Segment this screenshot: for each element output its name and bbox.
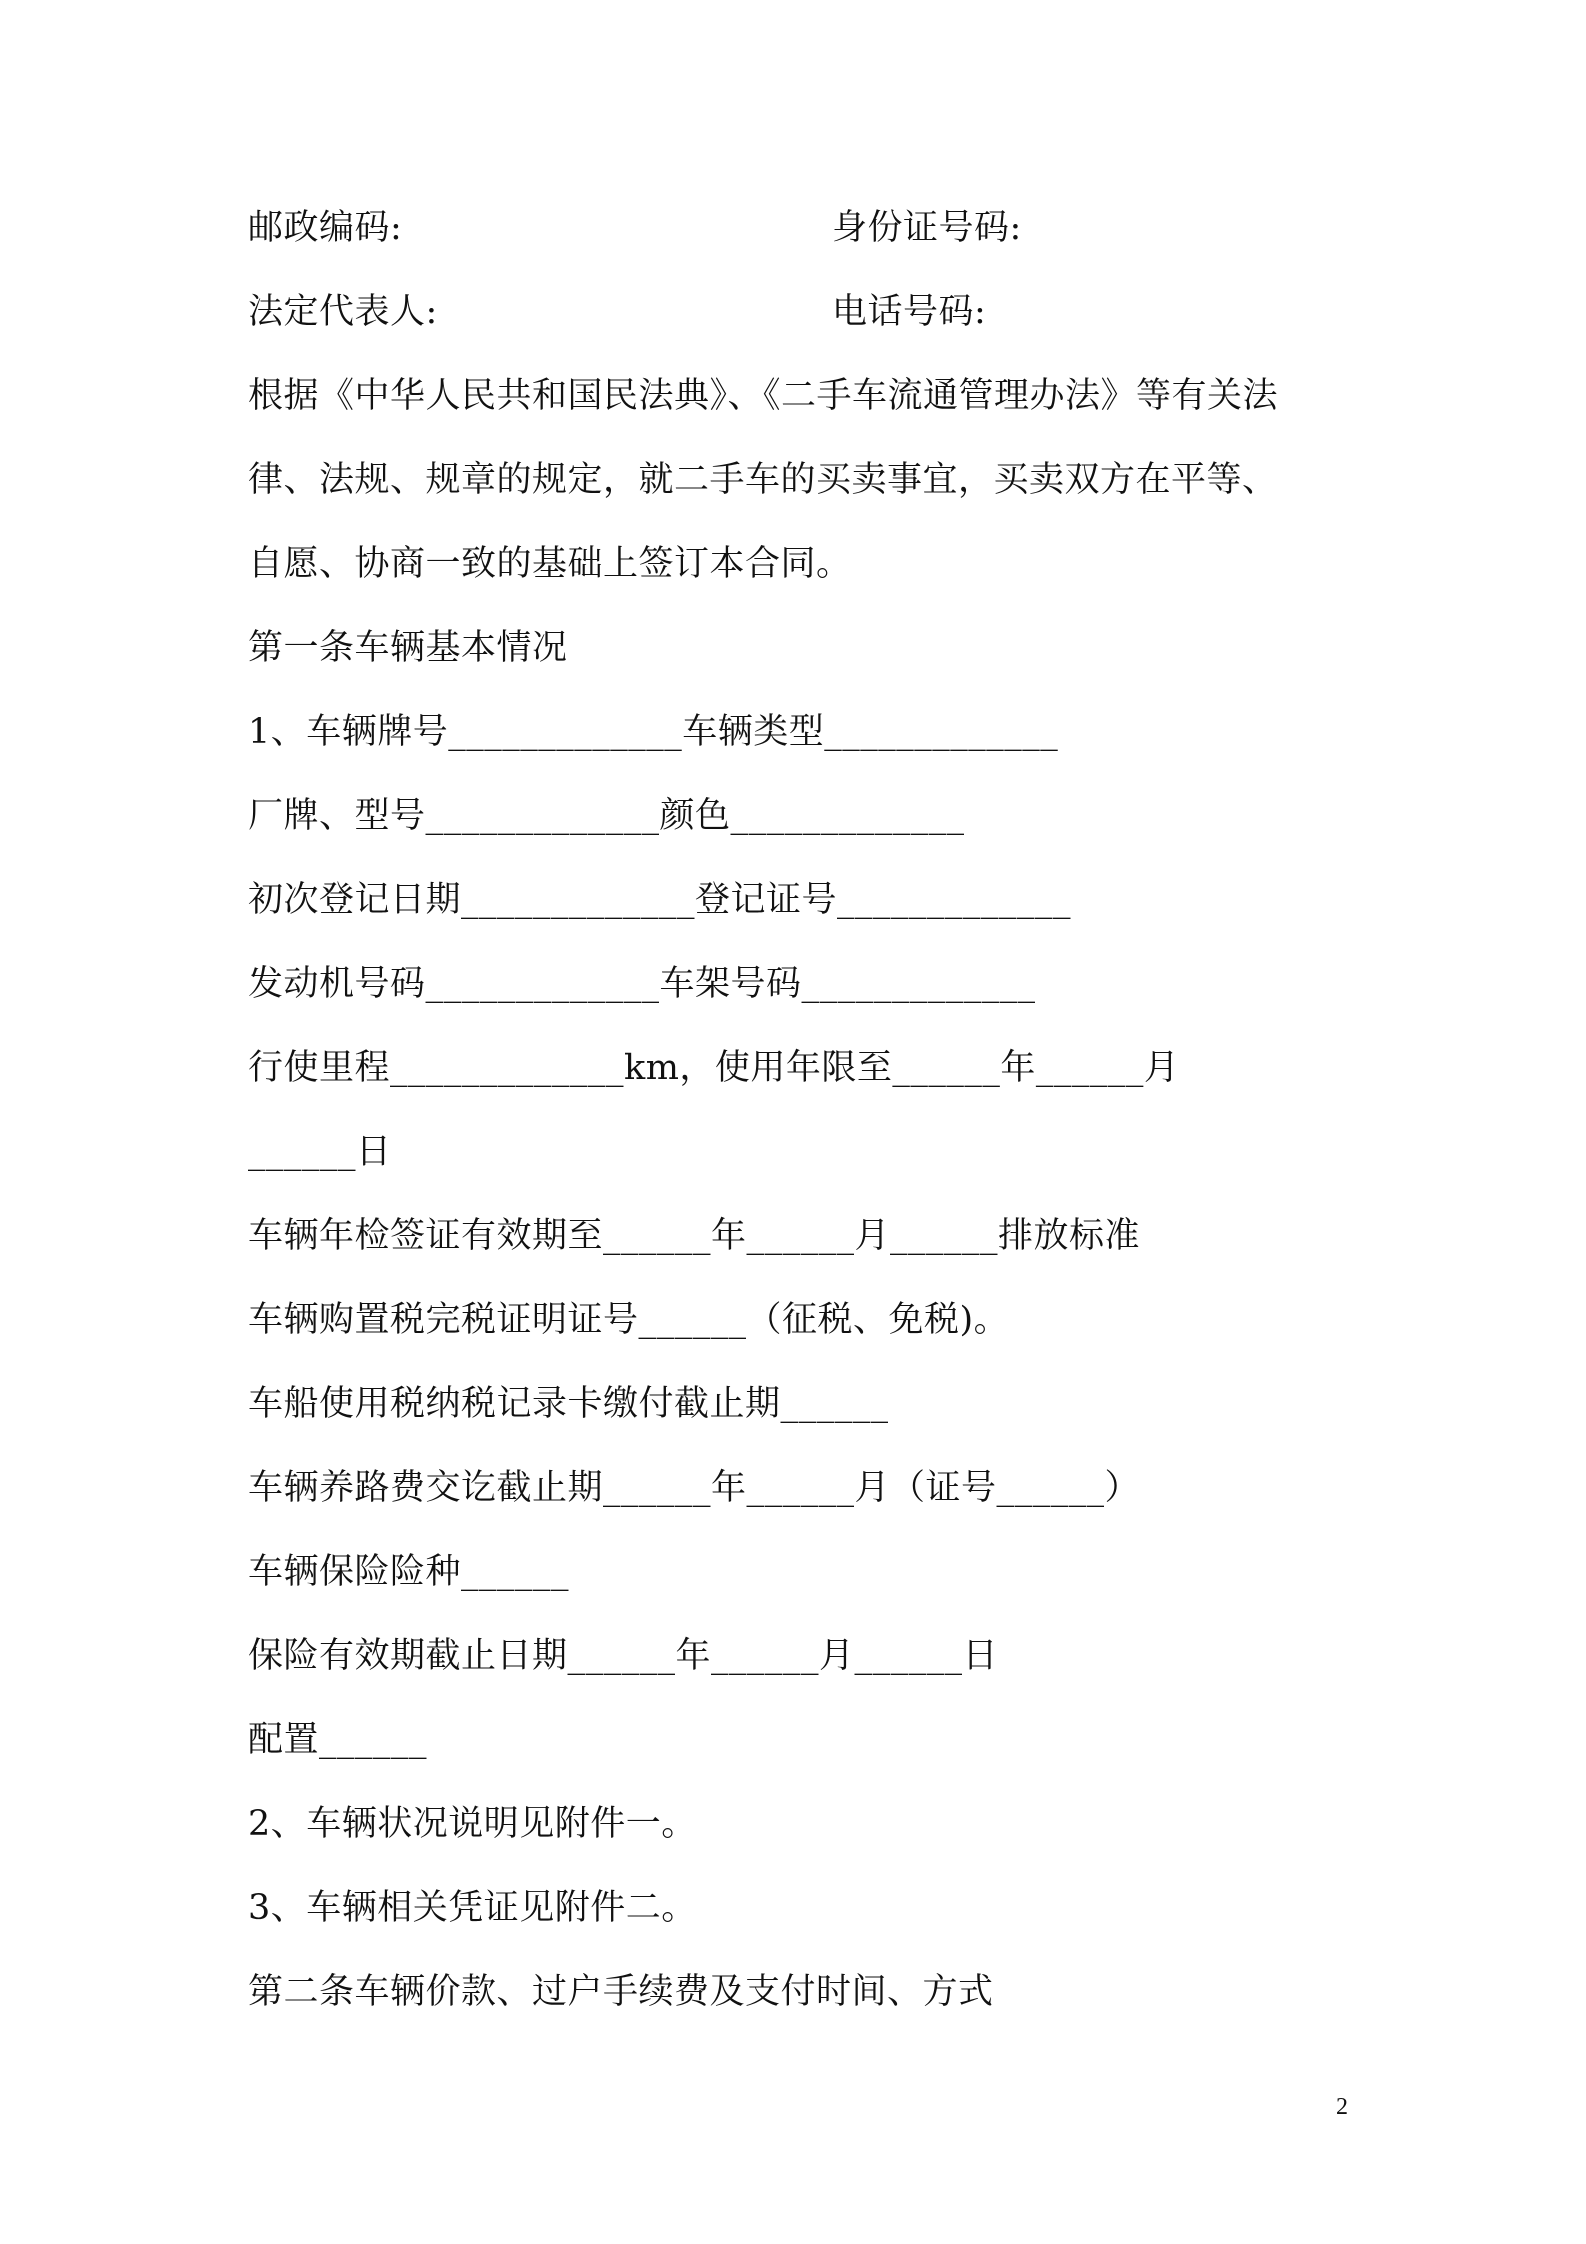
article1-title: 第一条车辆基本情况 xyxy=(248,628,568,668)
phone-label: 电话号码: xyxy=(832,292,987,332)
postal-code-label: 邮政编码: xyxy=(248,208,403,248)
page-number: 2 xyxy=(1336,2094,1348,2120)
article1-line: 行使里程_____________km，使用年限至______年______月 xyxy=(248,1048,1180,1088)
preamble-line-2: 律、法规、规章的规定，就二手车的买卖事宜，买卖双方在平等、 xyxy=(248,460,1278,500)
preamble-line-1: 根据《中华人民共和国民法典》、《二手车流通管理办法》等有关法 xyxy=(248,376,1279,416)
article1-line: 车辆购置税完税证明证号______（征税、免税)。 xyxy=(248,1300,1010,1340)
article1-line: 发动机号码_____________车架号码_____________ xyxy=(248,964,1036,1004)
article1-line: 1、车辆牌号_____________车辆类型_____________ xyxy=(248,712,1059,752)
article1-line: ______日 xyxy=(248,1132,392,1172)
article1-line: 2、车辆状况说明见附件一。 xyxy=(248,1804,697,1844)
article1-line: 车辆年检签证有效期至______年______月______排放标准 xyxy=(248,1216,1141,1256)
article2-title: 第二条车辆价款、过户手续费及支付时间、方式 xyxy=(248,1972,994,2012)
article1-line: 厂牌、型号_____________颜色_____________ xyxy=(248,796,965,836)
legal-rep-label: 法定代表人: xyxy=(248,292,438,332)
article1-line: 车船使用税纳税记录卡缴付截止期______ xyxy=(248,1384,889,1424)
preamble-line-3: 自愿、协商一致的基础上签订本合同。 xyxy=(248,544,852,584)
article1-line: 车辆保险险种______ xyxy=(248,1552,570,1592)
article1-line: 初次登记日期_____________登记证号_____________ xyxy=(248,880,1072,920)
article1-line: 车辆养路费交讫截止期______年______月（证号______） xyxy=(248,1468,1141,1508)
id-number-label: 身份证号码: xyxy=(832,208,1022,248)
article1-line: 保险有效期截止日期______年______月______日 xyxy=(248,1636,999,1676)
article1-line: 3、车辆相关凭证见附件二。 xyxy=(248,1888,697,1928)
article1-line: 配置______ xyxy=(248,1720,428,1760)
